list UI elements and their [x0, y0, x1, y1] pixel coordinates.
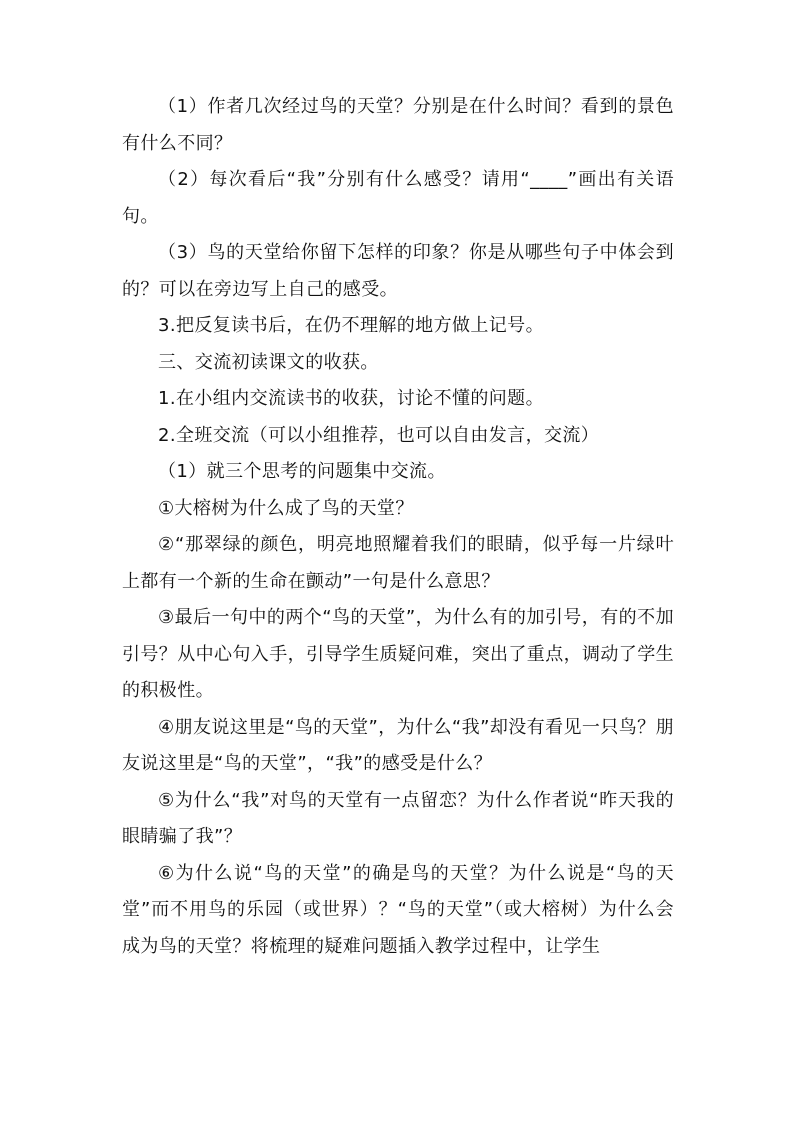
- list-item-circle-4: ④朋友说这里是“鸟的天堂”，为什么“我”却没有看见一只鸟？朋友说这里是“鸟的天堂”，“我”的感受是什么？: [122, 716, 674, 774]
- list-item-circle-6: ⑥为什么说“鸟的天堂”的确是鸟的天堂？为什么说是“鸟的天堂”而不用鸟的乐园（或世界）？“鸟的天堂”（或大榕树）为什么会成为鸟的天堂？将梳理的疑难问题插入教学过程中，让学生: [122, 862, 674, 957]
- paragraph-focus-questions: （1）就三个思考的问题集中交流。: [158, 461, 446, 482]
- list-item-circle-3: ③最后一句中的两个“鸟的天堂”，为什么有的加引号，有的不加引号？从中心句入手，引导学生质疑问难，突出了重点，调动了学生的积极性。: [122, 607, 674, 701]
- paragraph-question-3: （3）鸟的天堂给你留下怎样的印象？你是从哪些句子中体会到的？可以在旁边写上自己的感受。: [122, 242, 674, 300]
- paragraph-group-discussion: 1.在小组内交流读书的收获，讨论不懂的问题。: [158, 388, 544, 409]
- list-item-circle-2: ②“那翠绿的颜色，明亮地照耀着我们的眼睛，似乎每一片绿叶上都有一个新的生命在颤动”一句是什么意思？: [122, 534, 674, 592]
- paragraph-class-discussion: 2.全班交流（可以小组推荐，也可以自由发言，交流）: [158, 424, 600, 446]
- document-body: [122, 89, 674, 965]
- paragraph-question-2: （2）每次看后“我”分别有什么感受？请用“____”画出有关语句。: [122, 169, 674, 227]
- list-item-circle-5: ⑤为什么“我”对鸟的天堂有一点留恋？为什么作者说“昨天我的眼睛骗了我”？: [122, 789, 674, 847]
- paragraph-question-1: （1）作者几次经过鸟的天堂？分别是在什么时间？看到的景色有什么不同？: [122, 96, 674, 154]
- section-heading-3: 三、交流初读课文的收获。: [158, 351, 379, 373]
- list-item-circle-1: ①大榕树为什么成了鸟的天堂？: [158, 497, 414, 519]
- paragraph-step-3: 3.把反复读书后，在仍不理解的地方做上记号。: [158, 315, 544, 336]
